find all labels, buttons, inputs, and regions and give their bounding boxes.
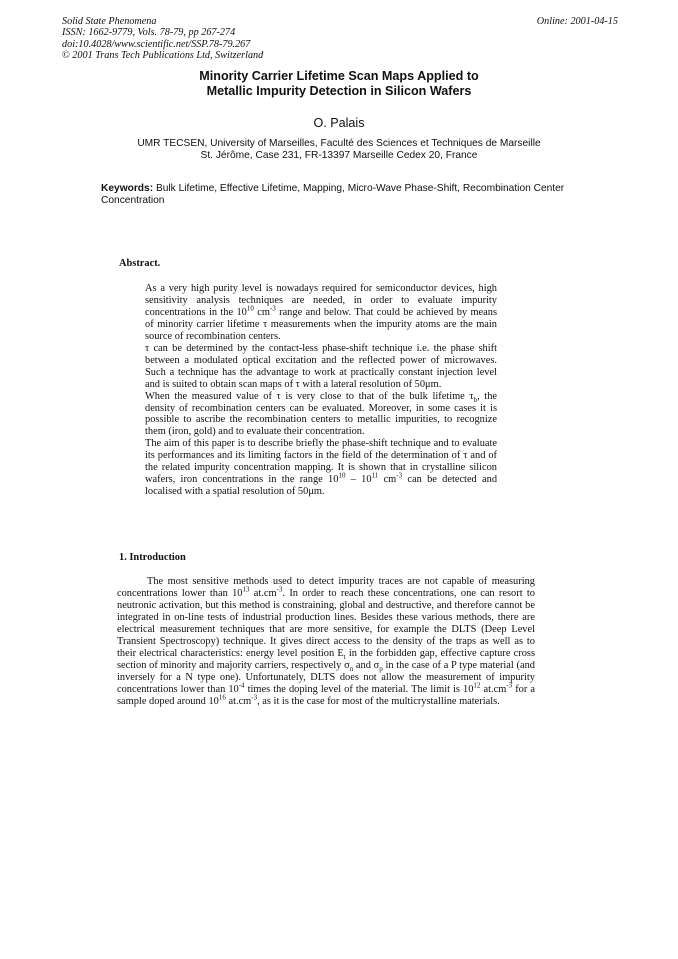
affiliation-line-1: UMR TECSEN, University of Marseilles, Faculté des Sciences et Techniques de Marseille: [137, 138, 541, 149]
issn-line: ISSN: 1662-9779, Vols. 78-79, pp 267-274: [62, 27, 236, 39]
title-line-2: Metallic Impurity Detection in Silicon Wafers: [206, 83, 472, 98]
abstract-heading: Abstract.: [119, 258, 161, 269]
paper-title: [0, 69, 678, 98]
keywords: [101, 183, 571, 208]
keywords-text: Bulk Lifetime, Effective Lifetime, Mapping, Micro-Wave Phase-Shift, Recombination Center Concentration: [101, 183, 565, 207]
abstract-body: [145, 283, 497, 498]
abstract-paragraph-3: When the measured value of τ is very close to that of the bulk lifetime $\tau_b$, the density of recombination centers can be evaluated. Moreover, in some cases it is possible to ascribe the recombination centers to metallic impurities, to recognize them (iron, gold) and to evaluate their concentration.: [145, 390, 497, 438]
affiliation-line-2: St. Jérôme, Case 231, FR-13397 Marseille Cedex 20, France: [200, 150, 478, 162]
affiliation: [0, 138, 678, 163]
abstract-paragraph-1: As a very high purity level is nowadays required for semiconductor devices, high sensitivity analysis techniques are needed, in order to evaluate impurity concentrations in the $10^{10}$ $cm^{-3}$ range and below. That could be achieved by means of minority carrier lifetime τ measurements when the impurity atoms are the main source of recombination centers.: [145, 283, 497, 342]
abstract-paragraph-2: τ can be determined by the contact-less phase-shift technique i.e. the phase shift between a modulated optical excitation and the reflected power of microwaves. Such a technique has the advantage to work at practically constant injection level and is suited to obtain scan maps of τ with a lateral resolution of 50μm.: [145, 342, 497, 390]
journal-name: Solid State Phenomena: [62, 16, 157, 27]
introduction-heading: 1. Introduction: [119, 552, 186, 563]
doi-line[interactable]: doi:10.4028/www.scientific.net/SSP.78-79.267: [62, 38, 251, 50]
citation-block: [62, 16, 618, 62]
title-line-1: Minority Carrier Lifetime Scan Maps Applied to: [199, 69, 479, 83]
abstract-paragraph-4: The aim of this paper is to describe briefly the phase-shift technique and to evaluate its performances and its limiting factors in the field of the determination of τ and of the related impurity concentration mapping. It is shown that in crystalline silicon wafers, iron concentrations in the range $10^{10} - 10^{11}$ $cm^{-3}$ can be detected and localised with a spatial resolution of 50μm.: [145, 438, 498, 498]
introduction-body: [117, 576, 535, 707]
author-name: O. Palais: [313, 116, 365, 130]
publication-header: [62, 16, 618, 62]
copyright-line: © 2001 Trans Tech Publications Ltd, Switzerland: [62, 50, 264, 62]
keywords-label: Keywords:: [101, 183, 154, 194]
online-date: Online: 2001-04-15: [536, 16, 618, 27]
introduction-paragraph: The most sensitive methods used to detect impurity traces are not capable of measuring concentrations lower than $10^{13}$ $at.cm^{-3}$. In order to reach these concentrations, one can resort to neutronic activation, but this method is constraining, global and destructive, and therefore cannot be integrated in on-line tests of industrial production lines. Besides these various methods, there are electrical measurement techniques that are more sensitive, for example the DLTS (Deep Level Transient Spectroscopy) technique. It gives direct access to the density of the traps as well as to their electrical characteristics: energy level position $E_t$ in the forbidden gap, effective capture cross section of minority and majority carriers, respectively $\sigma_n$ and $\sigma_p$ in the case of a P type material (and inversely for a N type one). Unfortunately, DLTS does not allow the measurement of impurity concentrations lower than $10^{-4}$ times the doping level of the material. The limit is $10^{12}$ $at.cm^{-3}$ for a sample doped around $10^{16}$ $at.cm^{-3}$, as it is the case for most of the multicrystalline materials.: [117, 576, 535, 707]
